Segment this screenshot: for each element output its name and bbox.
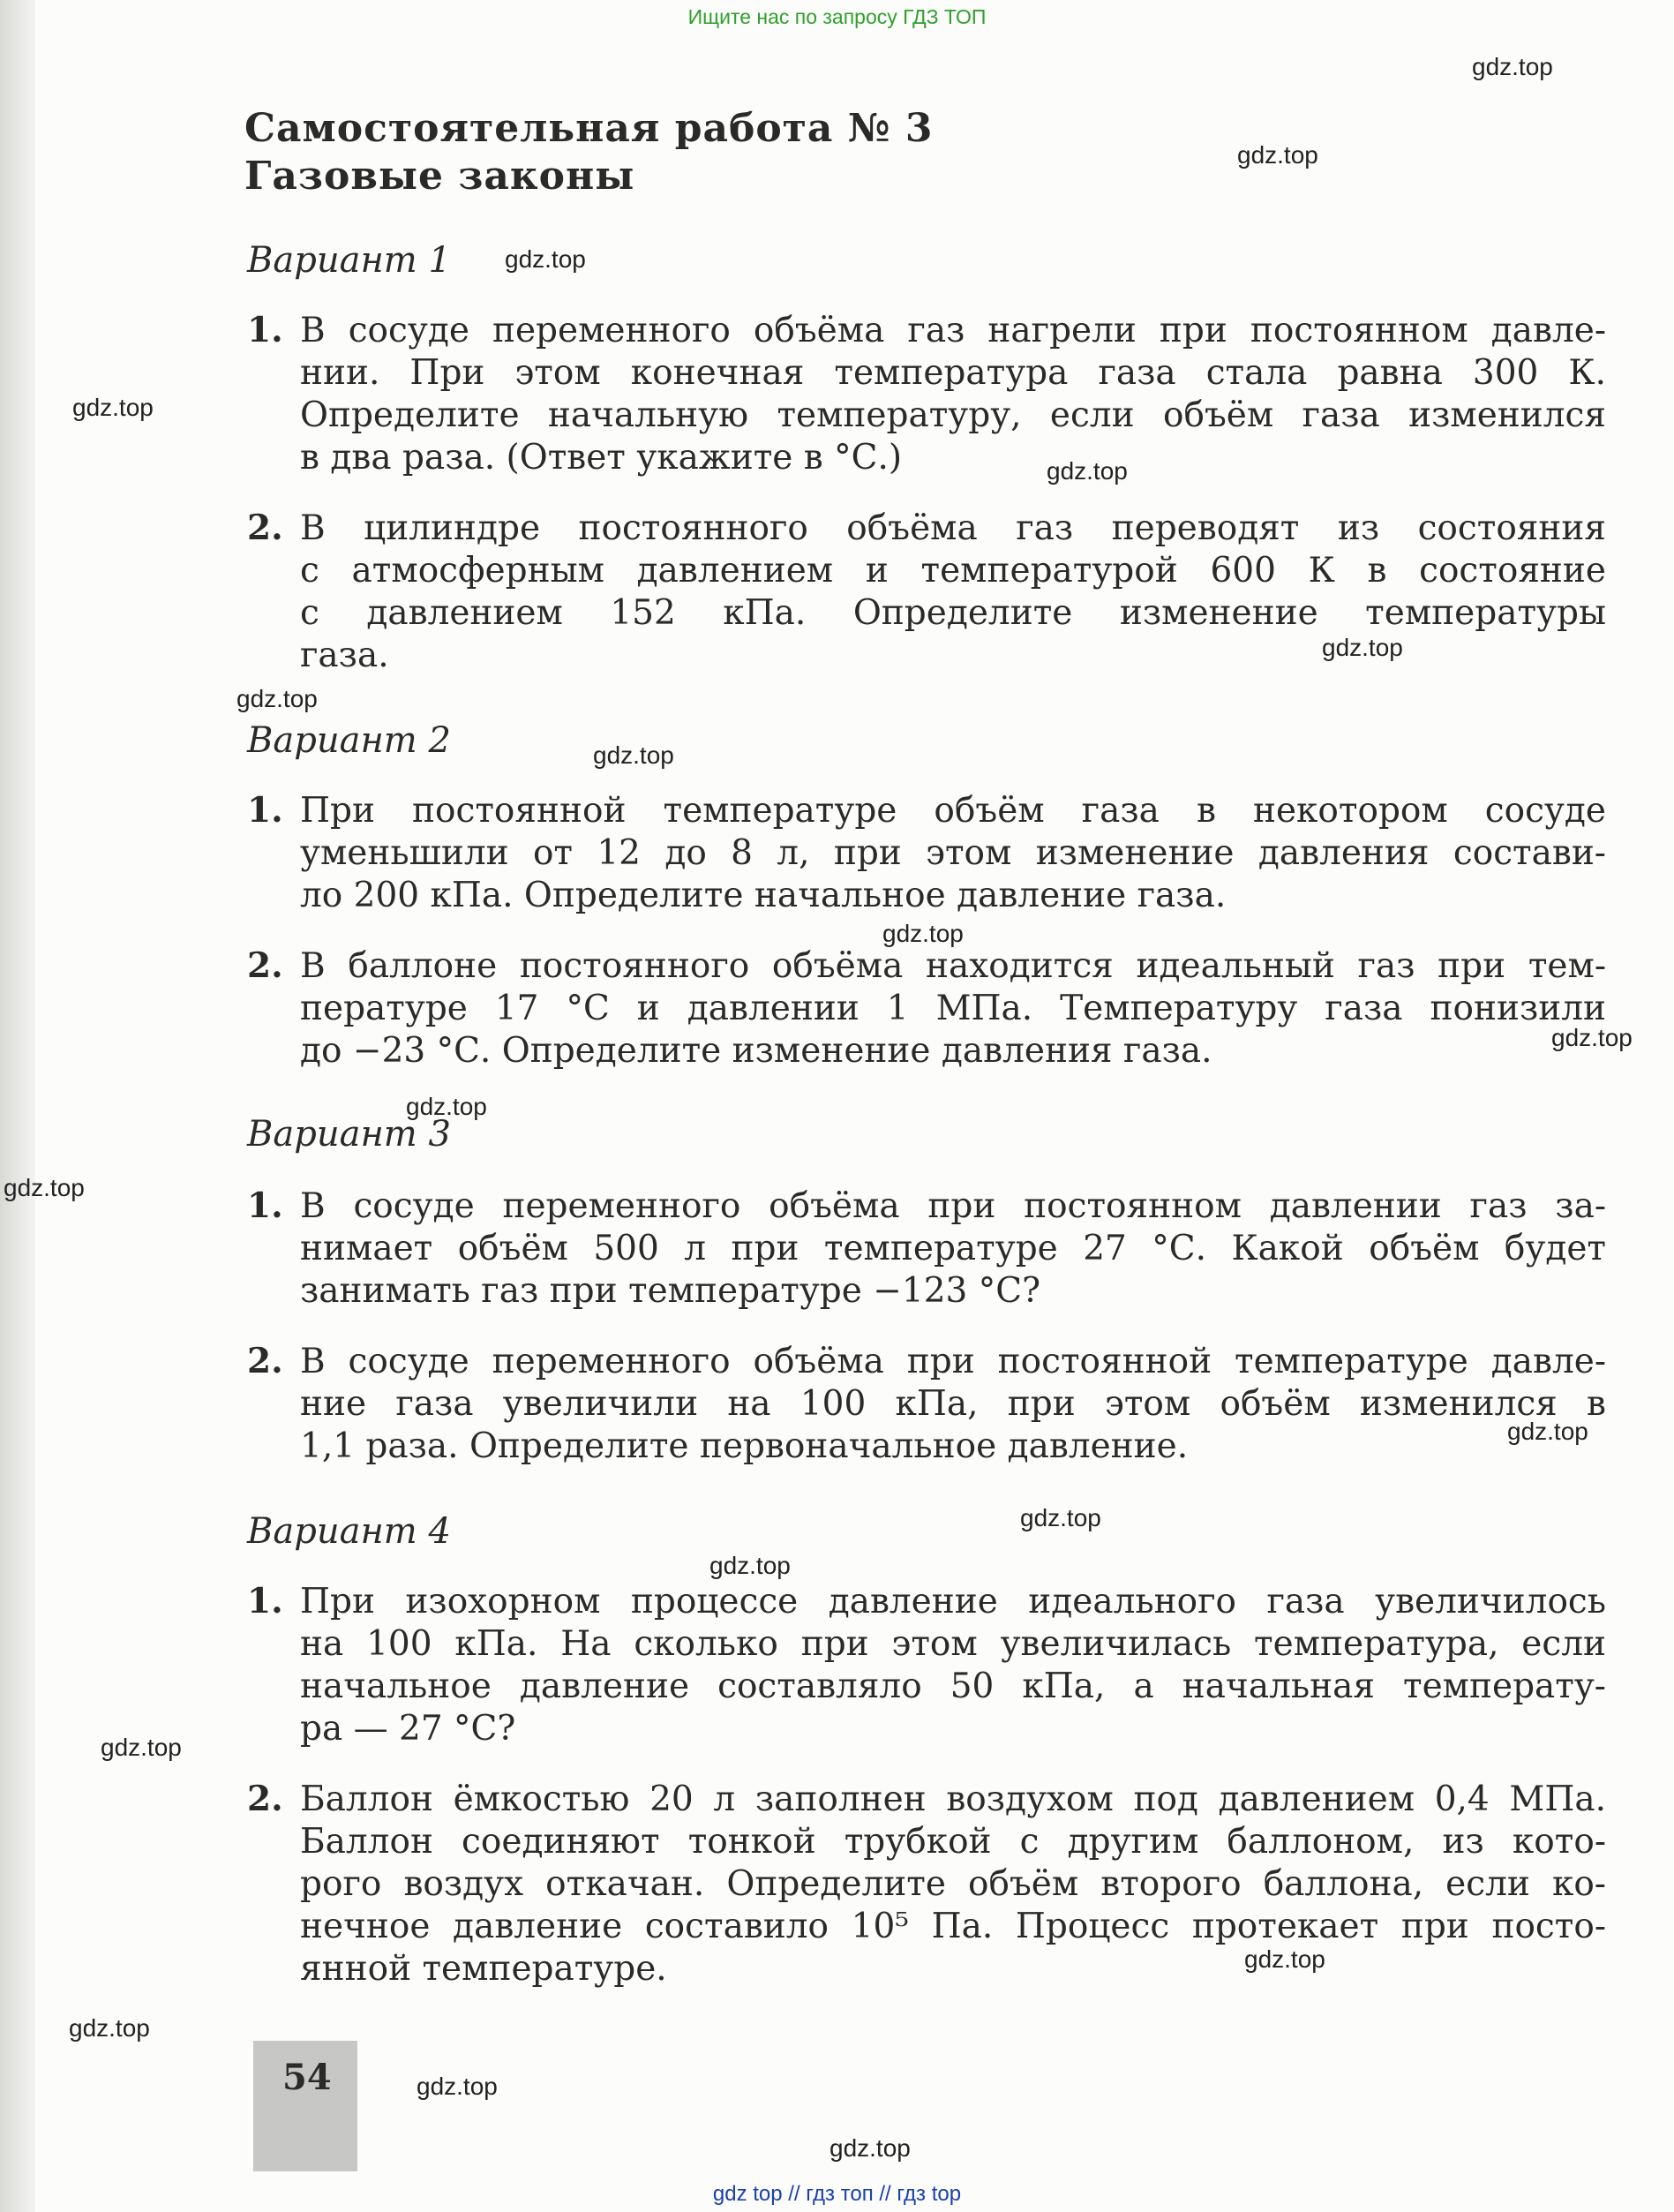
variant-2-task-1 (247, 789, 1606, 917)
watermark: gdz.top (69, 2014, 150, 2042)
task-line: газа. (300, 636, 389, 675)
task-line: в два раза. (Ответ укажите в °С.) (300, 438, 903, 478)
task-line: ние газа увеличили на 100 кПа, при этом объём изменился в (300, 1384, 1606, 1424)
task-number: 1. (247, 790, 283, 831)
task-line: В баллоне постоянного объёма находится идеальный газ при тем- (300, 946, 1606, 986)
book-spine-shadow (0, 0, 35, 2212)
task-number: 2. (247, 945, 283, 986)
variant-1-task-2 (247, 507, 1606, 677)
task-line: янной температуре. (300, 1949, 667, 1989)
variant-4-task-1 (247, 1580, 1606, 1750)
variant-2-task-2 (247, 944, 1606, 1072)
watermark: gdz.top (1507, 1418, 1588, 1445)
watermark: gdz.top (1020, 1504, 1101, 1531)
task-line: ра — 27 °С? (300, 1709, 516, 1749)
task-line: В сосуде переменного объёма при постоянном давлении газ за- (300, 1186, 1606, 1226)
variant-1-task-1 (247, 309, 1606, 479)
variant-1-heading: Вариант 1 (247, 240, 451, 281)
task-line: начальное давление составляло 50 кПа, а начальная температу- (300, 1667, 1606, 1706)
task-line: При постоянной температуре объём газа в некотором сосуде (300, 791, 1606, 831)
task-number: 1. (247, 310, 283, 350)
variant-3-task-2 (247, 1340, 1606, 1468)
watermark: gdz.top (1472, 53, 1553, 80)
footer-links[interactable]: gdz top // гдз топ // гдз top (712, 2182, 962, 2206)
task-line: 1,1 раза. Определите первоначальное давление. (300, 1426, 1189, 1466)
task-line: на 100 кПа. На сколько при этом увеличилась температура, если (300, 1624, 1606, 1664)
task-line: до −23 °С. Определите изменение давления газа. (300, 1031, 1212, 1071)
page-number: 54 (282, 2057, 332, 2098)
task-number: 1. (247, 1185, 283, 1226)
watermark: gdz.top (406, 1093, 487, 1120)
task-number: 2. (247, 1779, 283, 1819)
task-line: с давлением 152 кПа. Определите изменение температуры (300, 593, 1606, 633)
watermark: gdz.top (593, 741, 674, 769)
variant-2-heading: Вариант 2 (247, 720, 451, 761)
task-line: ло 200 кПа. Определите начальное давление газа. (300, 876, 1227, 915)
watermark: gdz.top (829, 2134, 911, 2162)
watermark: gdz.top (709, 1552, 791, 1579)
task-line: В сосуде переменного объёма газ нагрели при постоянном давле- (300, 311, 1606, 350)
variant-3-task-1 (247, 1185, 1606, 1313)
variant-4-task-2 (247, 1778, 1606, 1990)
task-line: Баллон соединяют тонкой трубкой с другим баллоном, из кото- (300, 1822, 1606, 1862)
watermark: gdz.top (882, 920, 964, 947)
watermark: gdz.top (1551, 1024, 1633, 1051)
watermark: gdz.top (417, 2073, 498, 2100)
task-line: В сосуде переменного объёма при постоянной температуре давле- (300, 1342, 1606, 1381)
task-line: Баллон ёмкостью 20 л заполнен воздухом под давлением 0,4 МПа. (300, 1779, 1606, 1819)
task-line: нечное давление составило 10⁵ Па. Процесс протекает при посто- (300, 1907, 1606, 1946)
task-line: уменьшили от 12 до 8 л, при этом изменение давления состави- (300, 833, 1606, 873)
task-line: пературе 17 °С и давлении 1 МПа. Температуру газа понизили (300, 989, 1606, 1028)
task-line: Определите начальную температуру, если объём газа изменился (300, 395, 1606, 435)
task-line: с атмосферным давлением и температурой 600 К в состояние (300, 551, 1606, 591)
task-line: В цилиндре постоянного объёма газ переводят из состояния (300, 508, 1606, 548)
variant-4-heading: Вариант 4 (247, 1511, 451, 1552)
watermark: gdz.top (505, 245, 586, 273)
watermark: gdz.top (4, 1174, 85, 1201)
task-number: 1. (247, 1581, 283, 1621)
task-line: При изохорном процессе давление идеального газа увеличилось (300, 1582, 1606, 1621)
watermark: gdz.top (1047, 457, 1128, 485)
task-number: 2. (247, 1341, 283, 1381)
watermark: gdz.top (1244, 1945, 1325, 1973)
watermark: gdz.top (72, 394, 154, 421)
task-line: рого воздух откачан. Определите объём второго баллона, если ко- (300, 1864, 1606, 1904)
task-number: 2. (247, 508, 283, 548)
search-hint-link[interactable]: Ищите нас по запросу ГДЗ ТОП (687, 5, 987, 28)
task-line: занимать газ при температуре −123 °С? (300, 1271, 1041, 1311)
watermark: gdz.top (101, 1734, 182, 1761)
watermark: gdz.top (1322, 634, 1403, 661)
watermark: gdz.top (1237, 141, 1318, 169)
variant-3-heading: Вариант 3 (247, 1114, 451, 1155)
task-line: нимает объём 500 л при температуре 27 °С. Какой объём будет (300, 1229, 1606, 1268)
page-subtitle: Газовые законы (244, 154, 635, 199)
task-line: нии. При этом конечная температура газа стала равна 300 К. (300, 353, 1606, 393)
page-title: Самостоятельная работа № 3 (244, 106, 934, 151)
watermark: gdz.top (236, 685, 318, 712)
